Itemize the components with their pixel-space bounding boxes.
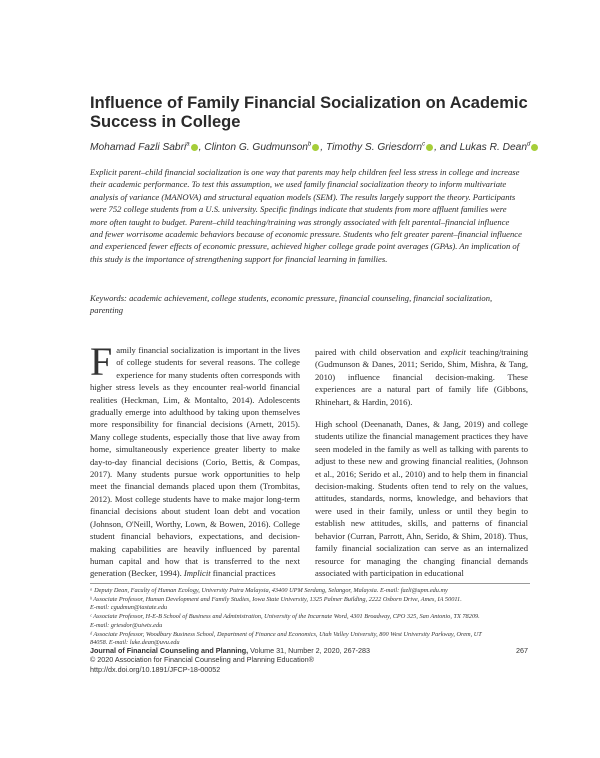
author-3[interactable]: Timothy S. Griesdorn$^c$ , and: [325, 142, 460, 154]
orcid-icon[interactable]: [191, 144, 198, 151]
orcid-icon[interactable]: [426, 144, 433, 151]
footnote: ᶜ Associate Professor, H-E-B School of Business and Administration, University of the Incarnate Word, 4301 Broadway, CPO 325, San Antonio, TX 78209.: [90, 613, 480, 621]
body-paragraph: amily financial socialization is important in the lives of college students for several reasons. The college experience for many students often corresponds with higher stress levels as they encounter real-world financial realities (Heckman, Lim, & Montalto, 2014). Adolescents gradually emerge into adulthood by taking upon themselves more responsibility for financial decisions (Arnett, 2015). Many college students, especially those that live away from home, simultaneously experience greater liberty to make day-to-day financial decisions (Corio, Bettis, & Compas, 2017). Many students pursue work opportunities to help meet the financial demands placed upon them (Trombitas, 2012). Most college students have to make major long-term financial decisions about student loan debt and vocation (Johnson, O'Neill, Worthy, Lown, & Bowen, 2016). College student financial behaviors, expectations, and decision-making capabilities are heavily influenced by parental human capital and how that is transferred to the next generation (Becker, 1994).: [90, 345, 300, 579]
author-list: [90, 142, 540, 153]
keywords: Keywords: academic achievement, college students, economic pressure, financial counseling, financial socialization, parenting: [90, 293, 493, 316]
abstract: Explicit parent–child financial socialization is one way that parents may help children feel less stress in college and increase their academic performance. To test this assumption, we used family financial socialization theory to inform multivariate analysis of variance (MANOVA) and structural equation models (SEM). The results largely support the theory. Participants were 752 college students from a U.S. university. Specific findings indicate that students from more affluent families were more often taught to budget. Parent–child teaching/training was strongly associated with felt parental–financial influence and fewer worrisome academic behaviors because of economic pressure. Students who felt greater parent–financial influence and experienced fewer effects of economic pressure, achieved higher college grade point averages (GPAs). An implication of this study is the importance of strengthening support for financial learning in families.: [90, 167, 522, 264]
footnote: ᵈ Associate Professor, Woodbury Business School, Department of Finance and Economics, Utah Valley University, 800 West University Parkway, Orem, UT: [90, 630, 482, 638]
body-paragraph: paired with child observation and explicit teaching/training (Gudmunson & Danes, 2011; Serido, Shim, Mishra, & Tang, 2010) influence financial decision-making. These experiences are a natural part of family life (Gibbons, Rhinehart, & Hardin, 2016).: [315, 347, 529, 407]
author-4[interactable]: Lukas R. Dean$^d$: [460, 142, 540, 153]
doi-link[interactable]: http://dx.doi.org/10.1891/JFCP-18-00052: [90, 664, 221, 674]
footnote[interactable]: E-mail: griesdor@uiwtx.edu: [90, 621, 163, 629]
author-1[interactable]: Mohamad Fazli Sabri$^a$ ,: [90, 142, 205, 154]
body-paragraph: High school (Deenanath, Danes, & Jang, 2019) and college students utilize the financial management practices they have seen modeled in the family as well as talking with parents to adjust to these new and growing financial realities, (Johnson et al., 2016; Serido et al., 2010) and to help them in financial decision-making. Students often tend to rely on the values, attitudes, standards, norms, knowledge, and behaviors that were used in their family, unless or until they begin to establish new attitudes, skills, and patterns of financial behavior (Curran, Parrott, Ahn, Serido, & Shim, 2018). Thus, family financial socialization can serve as an internalized resource for managing the changing financial demands associated with participation in educational: [315, 419, 528, 578]
body-column-right: [315, 346, 528, 589]
footnote: ᵃ Deputy Dean, Faculty of Human Ecology, University Putra Malaysia, 43400 UPM Serdang, Selangor, Malaysia. E-mail: fazli@upm.edu.my: [90, 587, 448, 594]
affiliation-footnotes: [90, 583, 530, 648]
orcid-icon[interactable]: [312, 144, 319, 151]
journal-name: Journal of Financial Counseling and Planning,: [90, 646, 249, 655]
page-footer: [90, 646, 528, 674]
page-number: 267: [516, 646, 528, 655]
article-title: Influence of Family Financial Socialization on Academic Success in College: [90, 94, 528, 131]
copyright: © 2020 Association for Financial Counseling and Planning Education®: [90, 655, 314, 665]
footnote: ᵇ Associate Professor, Human Development and Family Studies, Iowa State University, 1325 Palmer Building, 2222 Osborn Drive, Ames, IA 50011.: [90, 595, 462, 603]
body-column-left: Family financial socialization is important in the lives of college students for several reasons. The college experience for many students often corresponds with higher stress levels as they encounter real-world financial realities (Heckman, Lim, & Montalto, 2014). Adolescents gradually emerge into adulthood by taking upon themselves more responsibility for financial decisions (Arnett, 2015). Many college students, especially those that live away from home, simultaneously experience greater liberty to make day-to-day financial decisions (Corio, Bettis, & Compas, 2017). Many students pursue work opportunities to help meet the financial demands placed upon them (Trombitas, 2012). Most college students have to make major long-term financial decisions about student loan debt and vocation (Johnson, O'Neill, Worthy, Lown, & Bowen, 2016). College student financial behaviors, expectations, and decision-making capabilities are heavily influenced by parental human capital and how that is transferred to the next generation (Becker, 1994). Implicit financial practices: [90, 339, 300, 579]
footnote[interactable]: 84058. E-mail: luke.dean@uvu.edu: [90, 639, 180, 647]
footnote[interactable]: E-mail: cgudmun@iastate.edu: [90, 604, 168, 612]
drop-cap: F: [90, 339, 113, 384]
author-2[interactable]: Clinton G. Gudmunson$^b$ ,: [204, 142, 326, 154]
citation: Volume 31, Number 2, 2020, 267-283: [248, 646, 371, 655]
orcid-icon[interactable]: [531, 144, 538, 151]
